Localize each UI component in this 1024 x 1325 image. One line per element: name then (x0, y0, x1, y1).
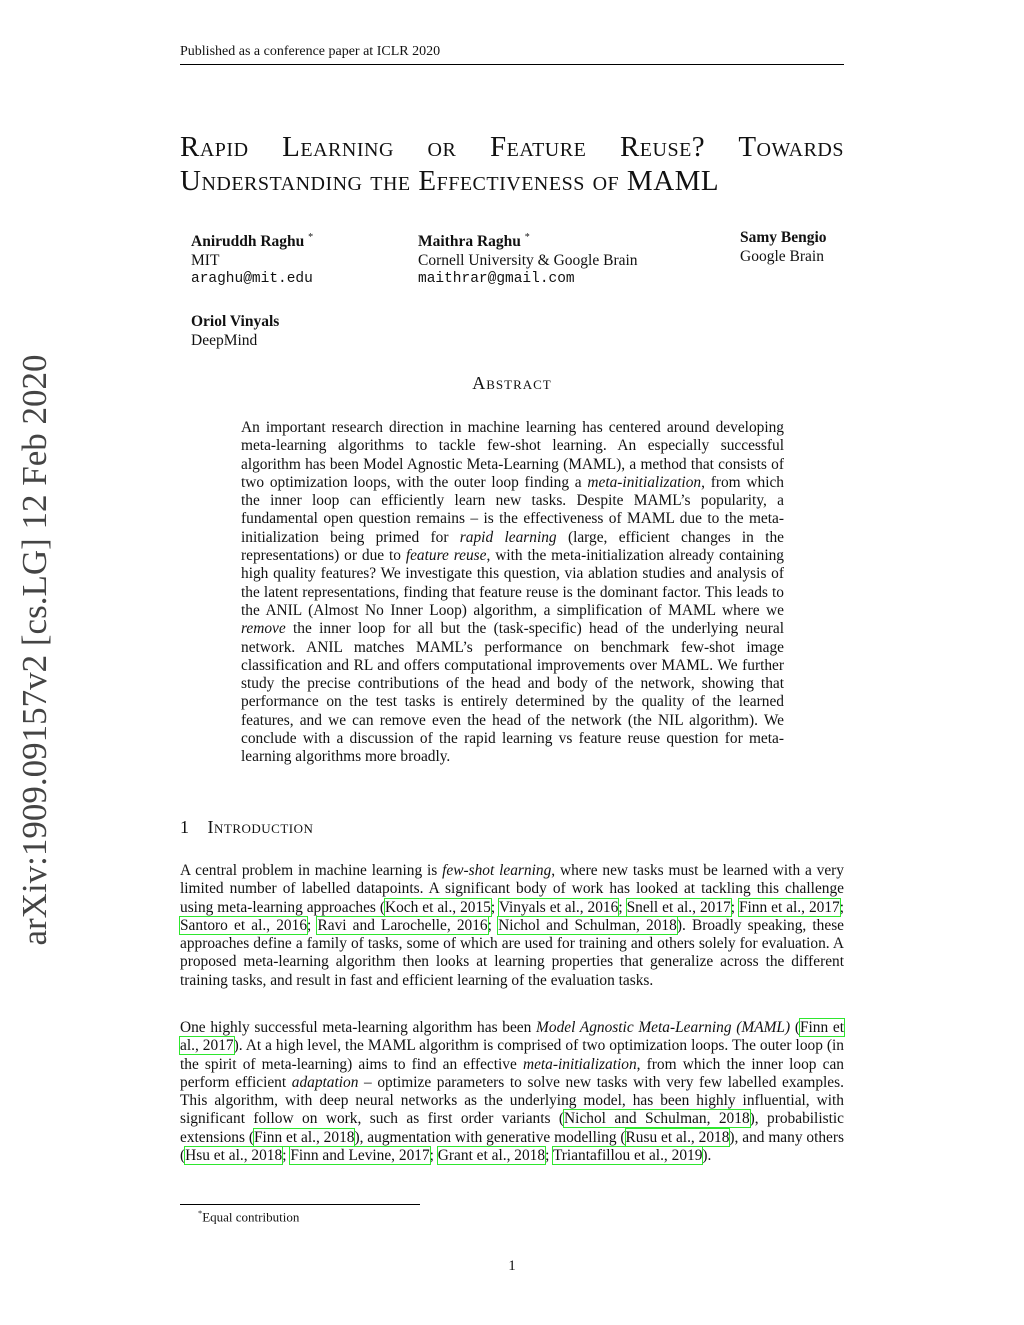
citation-link[interactable]: Koch et al., 2015 (385, 898, 491, 916)
arxiv-sidebar (2, 350, 68, 950)
page-number: 1 (508, 1258, 516, 1274)
citation-link[interactable]: Nichol and Schulman, 2018 (564, 1110, 750, 1128)
citation-link[interactable]: Grant et al., 2018 (437, 1147, 546, 1165)
abstract-heading: Abstract (472, 373, 552, 393)
author-name: Aniruddh Raghu (191, 233, 305, 251)
citation-link[interactable]: Finn et al., 2018 (253, 1128, 355, 1146)
running-header: Published as a conference paper at ICLR 2020 (180, 44, 844, 65)
author-affiliation: DeepMind (191, 332, 258, 349)
author-email[interactable]: araghu@mit.edu (191, 271, 313, 288)
citation-link[interactable]: Vinyals et al., 2016 (498, 898, 619, 916)
citation-link[interactable]: Finn et al., 2017 (738, 898, 840, 916)
citation-link[interactable]: Santoro et al., 2016 (180, 916, 308, 934)
author-block-4 (191, 312, 279, 350)
citation-link[interactable]: Rusu et al., 2018 (625, 1128, 730, 1146)
citation-link[interactable]: Snell et al., 2017 (626, 898, 731, 916)
author-block-2 (418, 228, 638, 289)
paper-title (180, 130, 844, 198)
author-affiliation: Cornell University & Google Brain (418, 252, 638, 270)
author-mark: * (308, 232, 314, 243)
footnote: *Equal contribution (198, 1208, 300, 1225)
author-mark: * (524, 232, 530, 243)
intro-paragraph-2: One highly successful meta-learning algorithm has been Model Agnostic Meta-Learning (MAML) (Finn et al., 2017). At a high level, the MAML algorithm is comprised of two optimization loops. The outer loop (in the spirit of meta-learning) aims to find an effective meta-initialization, from which the inner loop can perform efficient adaptation – optimize parameters to solve new tasks with very few labelled examples. This algorithm, with deep neural networks as the underlying model, has been highly influential, with significant follow on work, such as first order variants (Nichol and Schulman, 2018), probabilistic extensions (Finn et al., 2018), augmentation with generative modelling (Rusu et al., 2018), and many others (Hsu et al., 2018; Finn and Levine, 2017; Grant et al., 2018; Triantafillou et al., 2019). (180, 1019, 845, 1165)
author-block-1 (191, 228, 313, 289)
citation-link[interactable]: Finn and Levine, 2017 (290, 1147, 430, 1165)
citation-link[interactable]: Hsu et al., 2018 (185, 1147, 283, 1165)
citation-link[interactable]: Finn et al., 2017 (180, 1019, 844, 1055)
author-name: Oriol Vinyals (191, 313, 280, 330)
author-name: Maithra Raghu (418, 233, 521, 251)
intro-paragraph-1: A central problem in machine learning is few-shot learning, where new tasks must be learned with a very limited number of labelled datapoints. A significant body of work has looked at tackling this challenge using meta-learning approaches (Koch et al., 2015; Vinyals et al., 2016; Snell et al., 2017; Finn et al., 2017; Santoro et al., 2016; Ravi and Larochelle, 2016; Nichol and Schulman, 2018). Broadly speaking, these approaches define a family of tasks, some of which are used for training and others solely for evaluation. A proposed meta-learning algorithm then looks at learning properties that generalize across the different training tasks, and result in fast and efficient learning of the evaluation tasks. (180, 862, 845, 989)
arxiv-identifier[interactable]: arXiv:1909.09157v2 [cs.LG] 12 Feb 2020 (15, 354, 54, 946)
footnote-rule (180, 1204, 420, 1205)
citation-link[interactable]: Triantafillou et al., 2019 (552, 1147, 703, 1165)
citation-link[interactable]: Nichol and Schulman, 2018 (498, 916, 677, 934)
abstract-body: An important research direction in machine learning has centered around developing meta-learning algorithms to tackle few-shot learning. An especially successful algorithm has been Model Agnostic Meta-Learning (MAML), a method that consists of two optimization loops, with the outer loop finding a meta-initialization, from which the inner loop can efficiently learn new tasks. Despite MAML’s popularity, a fundamental open question remains – is the effectiveness of MAML due to the meta-initialization being primed for rapid learning (large, efficient changes in the representations) or due to feature reuse, with the meta-initialization already containing high quality features? We investigate this question, via ablation studies and analysis of the latent representations, finding that feature reuse is the dominant factor. This leads to the ANIL (Almost No Inner Loop) algorithm, a simplification of MAML where we remove the inner loop for all but the (task-specific) head of the underlying neural network. ANIL matches MAML’s performance on benchmark few-shot image classification and RL and offers computational improvements over MAML. We further study the precise contributions of the head and body of the network, showing that performance on the test tasks is entirely determined by the quality of the learned features, and we can remove even the head of the network (the NIL algorithm). We conclude with a discussion of the rapid learning vs feature reuse question for meta-learning algorithms more broadly. (241, 419, 784, 766)
author-name: Samy Bengio (740, 229, 827, 246)
author-email[interactable]: maithrar@gmail.com (418, 271, 575, 288)
title-line-1: Rapid Learning or Feature Reuse? Towards (180, 131, 844, 163)
author-block-3 (740, 228, 827, 266)
author-affiliation: MIT (191, 252, 220, 270)
title-line-2: Understanding the Effectiveness of MAML (180, 165, 720, 197)
section-heading-introduction: 1 Introduction (180, 817, 314, 837)
author-affiliation: Google Brain (740, 248, 824, 265)
citation-link[interactable]: Ravi and Larochelle, 2016 (317, 916, 488, 934)
